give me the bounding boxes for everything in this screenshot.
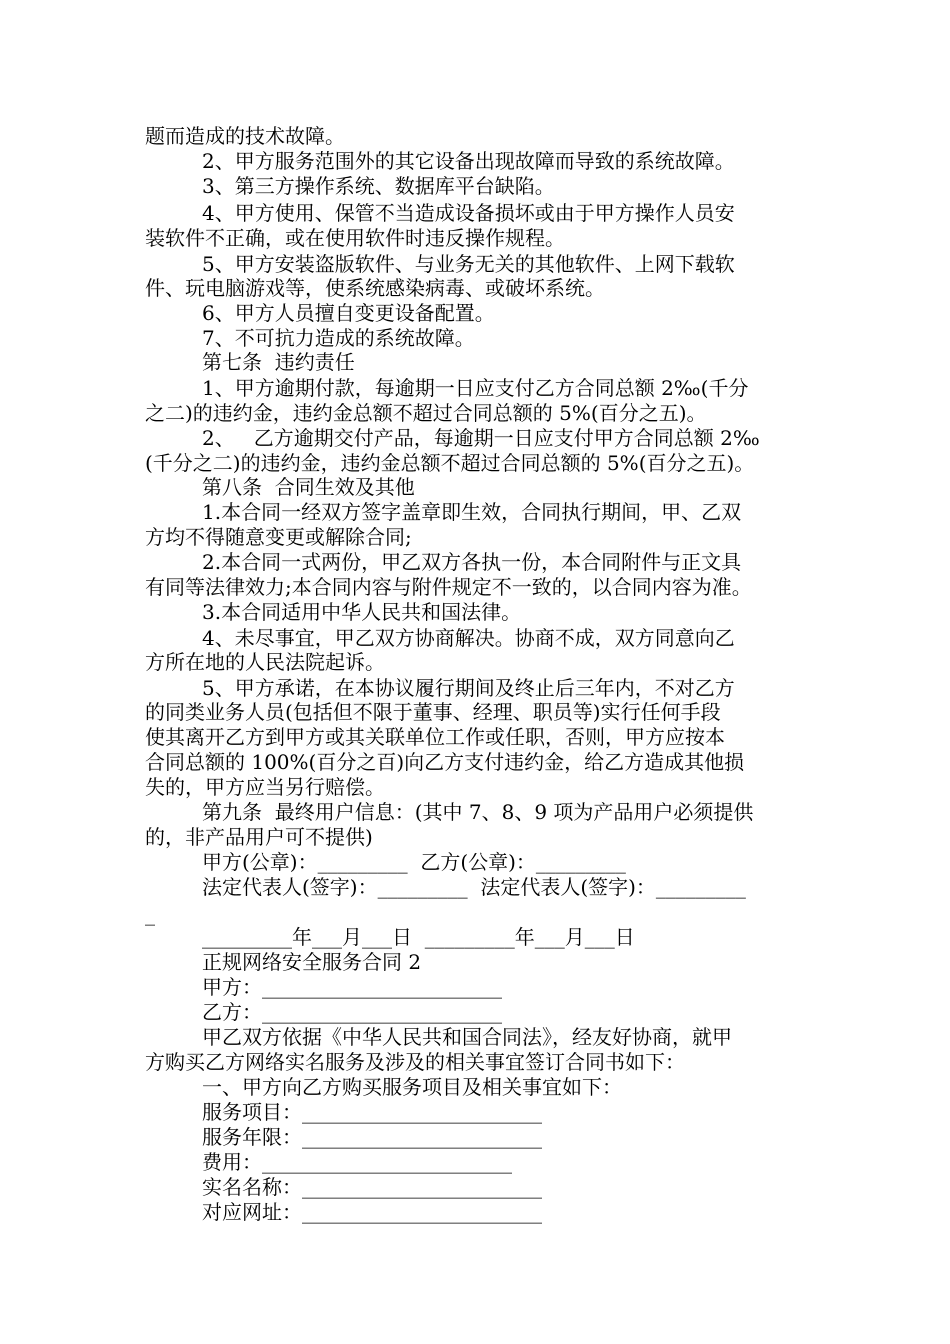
text-line: 装软件不正确，或在使用软件时违反操作规程。 (145, 226, 565, 250)
party-b-field: 乙方：________________________ (202, 1000, 502, 1024)
text-line: _ (145, 902, 155, 926)
text-line: 2、甲方服务范围外的其它设备出现故障而导致的系统故障。 (202, 149, 735, 173)
signature-representative-line: 法定代表人(签字)：_________ 法定代表人(签字)：_________ (202, 875, 746, 899)
text-line: 的，非产品用户可不提供) (145, 825, 373, 849)
text-line: 5、甲方安装盗版软件、与业务无关的其他软件、上网下载软 (202, 252, 735, 276)
party-a-field: 甲方：________________________ (202, 975, 502, 999)
text-line: 7、不可抗力造成的系统故障。 (202, 326, 475, 350)
text-line: 的同类业务人员(包括但不限于董事、经理、职员等)实行任何手段 (145, 700, 721, 724)
real-name-field: 实名名称：________________________ (202, 1175, 542, 1199)
section-heading: 第八条 合同生效及其他 (202, 475, 415, 499)
url-field: 对应网址：________________________ (202, 1200, 542, 1224)
text-line: 之二)的违约金，违约金总额不超过合同总额的 5%(百分之五)。 (145, 401, 707, 425)
text-line: 6、甲方人员擅自变更设备配置。 (202, 301, 495, 325)
section-heading: 第七条 违约责任 (202, 350, 355, 374)
section-heading: 第九条 最终用户信息：(其中 7、8、9 项为产品用户必须提供 (202, 800, 754, 824)
text-line: 使其离开乙方到甲方或其关联单位工作或任职，否则，甲方应按本 (145, 725, 725, 749)
text-line: 题而造成的技术故障。 (145, 124, 345, 148)
text-line: (千分之二)的违约金，违约金总额不超过合同总额的 5%(百分之五)。 (145, 451, 755, 475)
text-line: 方所在地的人民法院起诉。 (145, 650, 385, 674)
signature-seal-line: 甲方(公章)：_________ 乙方(公章)：_________ (202, 850, 626, 874)
text-line: 2.本合同一式两份，甲乙双方各执一份，本合同附件与正文具 (202, 550, 742, 574)
text-line: 方购买乙方网络实名服务及涉及的相关事宜签订合同书如下： (145, 1050, 685, 1074)
text-line: 失的，甲方应当另行赔偿。 (145, 775, 385, 799)
date-line: _________年___月___日 _________年___月___日 (202, 925, 635, 949)
text-line: 合同总额的 100%(百分之百)向乙方支付违约金，给乙方造成其他损 (145, 750, 745, 774)
text-line: 2、 乙方逾期交付产品，每逾期一日应支付甲方合同总额 2‰ (202, 426, 760, 450)
service-item-field: 服务项目：________________________ (202, 1100, 542, 1124)
text-line: 4、未尽事宜，甲乙双方协商解决。协商不成，双方同意向乙 (202, 626, 735, 650)
document-title: 正规网络安全服务合同 2 (202, 950, 422, 974)
service-term-field: 服务年限：________________________ (202, 1125, 542, 1149)
text-line: 1、甲方逾期付款，每逾期一日应支付乙方合同总额 2‰(千分 (202, 376, 749, 400)
text-line: 4、甲方使用、保管不当造成设备损坏或由于甲方操作人员安 (202, 201, 735, 225)
text-line: 件、玩电脑游戏等，使系统感染病毒、或破坏系统。 (145, 276, 605, 300)
text-line: 5、甲方承诺，在本协议履行期间及终止后三年内，不对乙方 (202, 676, 735, 700)
fee-field: 费用：_________________________ (202, 1150, 512, 1174)
text-line: 有同等法律效力;本合同内容与附件规定不一致的，以合同内容为准。 (145, 575, 752, 599)
text-line: 3.本合同适用中华人民共和国法律。 (202, 600, 522, 624)
text-line: 1.本合同一经双方签字盖章即生效，合同执行期间，甲、乙双 (202, 500, 742, 524)
text-line: 甲乙双方依据《中华人民共和国合同法》，经友好协商，就甲 (202, 1025, 732, 1049)
text-line: 3、第三方操作系统、数据库平台缺陷。 (202, 174, 555, 198)
text-line: 一、甲方向乙方购买服务项目及相关事宜如下： (202, 1075, 622, 1099)
text-line: 方均不得随意变更或解除合同; (145, 525, 412, 549)
